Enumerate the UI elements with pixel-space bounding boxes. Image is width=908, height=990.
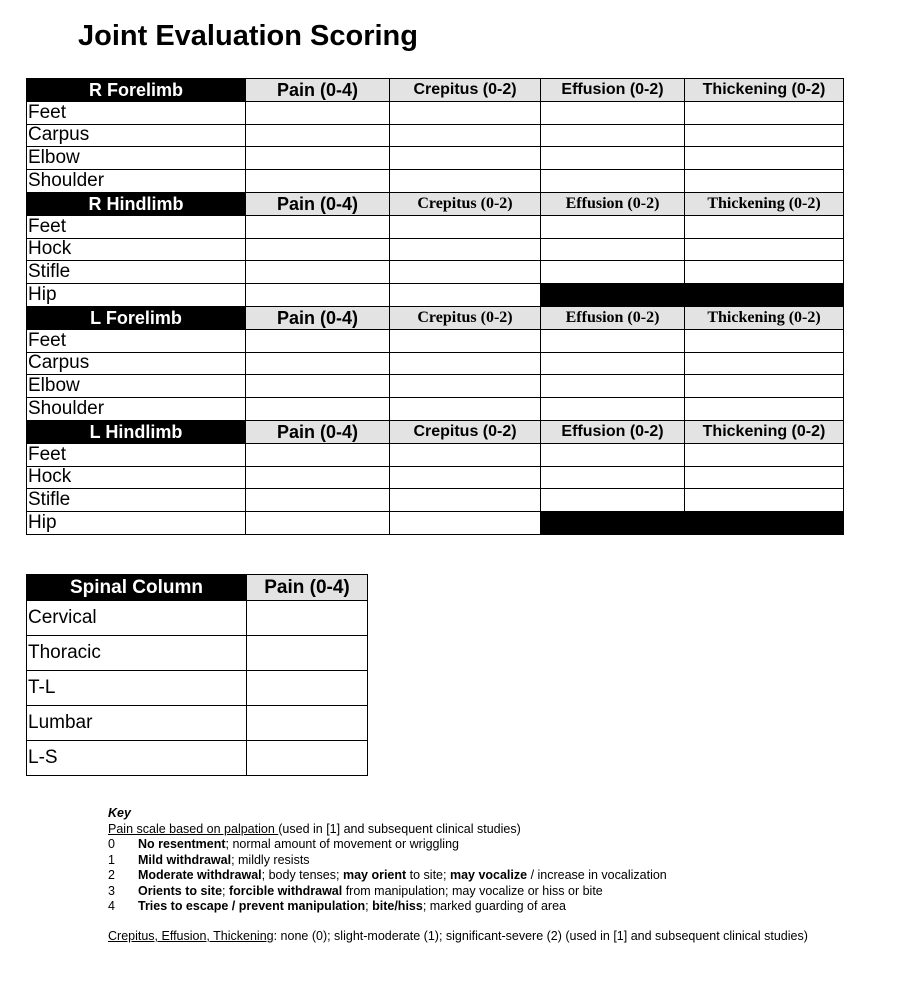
table-row: [27, 443, 844, 466]
pain-score-cell[interactable]: [246, 443, 390, 466]
table-row: [27, 398, 844, 421]
pain-scale-list: [108, 837, 667, 915]
joint-label: Carpus: [27, 352, 246, 375]
table-row: [27, 147, 844, 170]
thickening-score-cell[interactable]: [685, 147, 844, 170]
crepitus-score-cell[interactable]: [390, 261, 541, 284]
thickening-score-cell[interactable]: [685, 352, 844, 375]
crepitus-score-cell[interactable]: [390, 398, 541, 421]
crepitus-score-cell[interactable]: [390, 215, 541, 238]
column-header: Crepitus (0-2): [390, 79, 541, 102]
table-row: [27, 284, 844, 307]
pain-score-cell[interactable]: [246, 147, 390, 170]
ordinal-scale-footnote: Crepitus, Effusion, Thickening: none (0); slight-moderate (1); significant-severe (2) (used in [1] and subsequent clinical studies): [108, 929, 808, 943]
crepitus-score-cell[interactable]: [390, 466, 541, 489]
effusion-score-cell[interactable]: [541, 101, 685, 124]
pain-score-cell[interactable]: [246, 170, 390, 193]
region-label: Thoracic: [27, 636, 247, 671]
region-label: T-L: [27, 671, 247, 706]
pain-score-cell[interactable]: [246, 489, 390, 512]
score-description: No resentment; normal amount of movement or wriggling: [138, 837, 459, 851]
column-header-pain: Pain (0-4): [247, 575, 368, 601]
pain-scale-item: [108, 853, 667, 869]
table-row: [27, 238, 844, 261]
table-row: [27, 706, 368, 741]
effusion-score-cell[interactable]: [541, 238, 685, 261]
effusion-score-cell[interactable]: [541, 215, 685, 238]
section-header-row: [27, 420, 844, 443]
joint-label: Hip: [27, 512, 246, 535]
table-row: [27, 512, 844, 535]
column-header: Thickening (0-2): [685, 306, 844, 329]
effusion-score-cell[interactable]: [541, 443, 685, 466]
column-header: Pain (0-4): [246, 420, 390, 443]
table-row: [27, 671, 368, 706]
pain-score-cell[interactable]: [246, 329, 390, 352]
thickening-score-cell[interactable]: [685, 101, 844, 124]
pain-score-cell[interactable]: [246, 284, 390, 307]
effusion-score-cell[interactable]: [541, 147, 685, 170]
column-header: Pain (0-4): [246, 79, 390, 102]
region-label: L-S: [27, 741, 247, 776]
crepitus-score-cell[interactable]: [390, 170, 541, 193]
key-title: Key: [108, 806, 131, 820]
score-cell[interactable]: [247, 706, 368, 741]
section-header-spinal-column: Spinal Column: [27, 575, 247, 601]
not-applicable-cell: [541, 284, 844, 307]
pain-scale-item: [108, 837, 667, 853]
thickening-score-cell[interactable]: [685, 238, 844, 261]
joint-label: Shoulder: [27, 170, 246, 193]
thickening-score-cell[interactable]: [685, 398, 844, 421]
pain-scale-heading: Pain scale based on palpation (used in [1] and subsequent clinical studies): [108, 821, 521, 836]
effusion-score-cell[interactable]: [541, 489, 685, 512]
table-row: [27, 101, 844, 124]
column-header: Crepitus (0-2): [390, 420, 541, 443]
thickening-score-cell[interactable]: [685, 124, 844, 147]
joint-label: Feet: [27, 443, 246, 466]
pain-score-cell[interactable]: [246, 215, 390, 238]
pain-scale-item: [108, 868, 667, 884]
column-header: Thickening (0-2): [685, 79, 844, 102]
table-row: [27, 466, 844, 489]
effusion-score-cell[interactable]: [541, 170, 685, 193]
pain-score-cell[interactable]: [246, 261, 390, 284]
table-row: [27, 352, 844, 375]
table-row: [27, 124, 844, 147]
joint-label: Elbow: [27, 375, 246, 398]
score-number: 4: [108, 899, 115, 913]
effusion-score-cell[interactable]: [541, 466, 685, 489]
score-cell[interactable]: [247, 601, 368, 636]
pain-score-cell[interactable]: [246, 352, 390, 375]
score-cell[interactable]: [247, 636, 368, 671]
joint-scoring-table: [26, 78, 844, 535]
spinal-header-row: [27, 575, 368, 601]
effusion-score-cell[interactable]: [541, 375, 685, 398]
region-label: Lumbar: [27, 706, 247, 741]
joint-label: Hip: [27, 284, 246, 307]
pain-score-cell[interactable]: [246, 466, 390, 489]
joint-label: Shoulder: [27, 398, 246, 421]
crepitus-score-cell[interactable]: [390, 284, 541, 307]
crepitus-score-cell[interactable]: [390, 512, 541, 535]
score-description: Mild withdrawal; mildly resists: [138, 852, 310, 867]
crepitus-score-cell[interactable]: [390, 352, 541, 375]
crepitus-score-cell[interactable]: [390, 124, 541, 147]
effusion-score-cell[interactable]: [541, 352, 685, 375]
effusion-score-cell[interactable]: [541, 398, 685, 421]
column-header: Thickening (0-2): [685, 420, 844, 443]
column-header: Crepitus (0-2): [390, 192, 541, 215]
table-row: [27, 375, 844, 398]
column-header: Pain (0-4): [246, 306, 390, 329]
column-header: Thickening (0-2): [685, 192, 844, 215]
table-row: [27, 215, 844, 238]
effusion-score-cell[interactable]: [541, 124, 685, 147]
score-number: 1: [108, 852, 115, 867]
pain-score-cell[interactable]: [246, 398, 390, 421]
column-header: Effusion (0-2): [541, 192, 685, 215]
thickening-score-cell[interactable]: [685, 489, 844, 512]
column-header: Effusion (0-2): [541, 79, 685, 102]
column-header: Effusion (0-2): [541, 306, 685, 329]
thickening-score-cell[interactable]: [685, 329, 844, 352]
joint-label: Elbow: [27, 147, 246, 170]
thickening-score-cell[interactable]: [685, 170, 844, 193]
score-description: Moderate withdrawal; body tenses; may orient to site; may vocalize / increase in vocalization: [138, 868, 667, 882]
joint-label: Feet: [27, 215, 246, 238]
joint-label: Stifle: [27, 489, 246, 512]
spinal-column-table: [26, 574, 368, 776]
pain-score-cell[interactable]: [246, 375, 390, 398]
section-header-l-forelimb: L Forelimb: [27, 306, 246, 329]
section-header-row: [27, 306, 844, 329]
thickening-score-cell[interactable]: [685, 261, 844, 284]
section-header-r-forelimb: R Forelimb: [27, 79, 246, 102]
joint-label: Carpus: [27, 124, 246, 147]
thickening-score-cell[interactable]: [685, 466, 844, 489]
section-header-row: [27, 79, 844, 102]
not-applicable-cell: [541, 512, 844, 535]
pain-score-cell[interactable]: [246, 238, 390, 261]
crepitus-score-cell[interactable]: [390, 489, 541, 512]
table-row: [27, 261, 844, 284]
crepitus-score-cell[interactable]: [390, 101, 541, 124]
pain-score-cell[interactable]: [246, 101, 390, 124]
pain-scale-item: [108, 884, 667, 900]
section-header-row: [27, 192, 844, 215]
table-row: [27, 170, 844, 193]
section-header-l-hindlimb: L Hindlimb: [27, 420, 246, 443]
joint-label: Hock: [27, 238, 246, 261]
table-row: [27, 329, 844, 352]
score-description: Tries to escape / prevent manipulation; bite/hiss; marked guarding of area: [138, 899, 566, 913]
crepitus-score-cell[interactable]: [390, 329, 541, 352]
crepitus-score-cell[interactable]: [390, 238, 541, 261]
table-row: [27, 489, 844, 512]
joint-label: Feet: [27, 101, 246, 124]
effusion-score-cell[interactable]: [541, 261, 685, 284]
table-row: [27, 601, 368, 636]
score-cell[interactable]: [247, 671, 368, 706]
score-cell[interactable]: [247, 741, 368, 776]
region-label: Cervical: [27, 601, 247, 636]
thickening-score-cell[interactable]: [685, 375, 844, 398]
column-header: Crepitus (0-2): [390, 306, 541, 329]
score-number: 0: [108, 837, 115, 851]
joint-label: Feet: [27, 329, 246, 352]
thickening-score-cell[interactable]: [685, 443, 844, 466]
effusion-score-cell[interactable]: [541, 329, 685, 352]
joint-label: Hock: [27, 466, 246, 489]
pain-scale-item: [108, 899, 667, 915]
table-row: [27, 741, 368, 776]
crepitus-score-cell[interactable]: [390, 375, 541, 398]
page-title: Joint Evaluation Scoring: [78, 20, 418, 52]
joint-label: Stifle: [27, 261, 246, 284]
crepitus-score-cell[interactable]: [390, 443, 541, 466]
table-row: [27, 636, 368, 671]
column-header: Pain (0-4): [246, 192, 390, 215]
pain-score-cell[interactable]: [246, 124, 390, 147]
thickening-score-cell[interactable]: [685, 215, 844, 238]
key-legend: [108, 806, 667, 915]
crepitus-score-cell[interactable]: [390, 147, 541, 170]
pain-score-cell[interactable]: [246, 512, 390, 535]
score-description: Orients to site; forcible withdrawal from manipulation; may vocalize or hiss or bite: [138, 883, 603, 898]
score-number: 2: [108, 868, 115, 882]
section-header-r-hindlimb: R Hindlimb: [27, 192, 246, 215]
score-number: 3: [108, 883, 115, 898]
column-header: Effusion (0-2): [541, 420, 685, 443]
